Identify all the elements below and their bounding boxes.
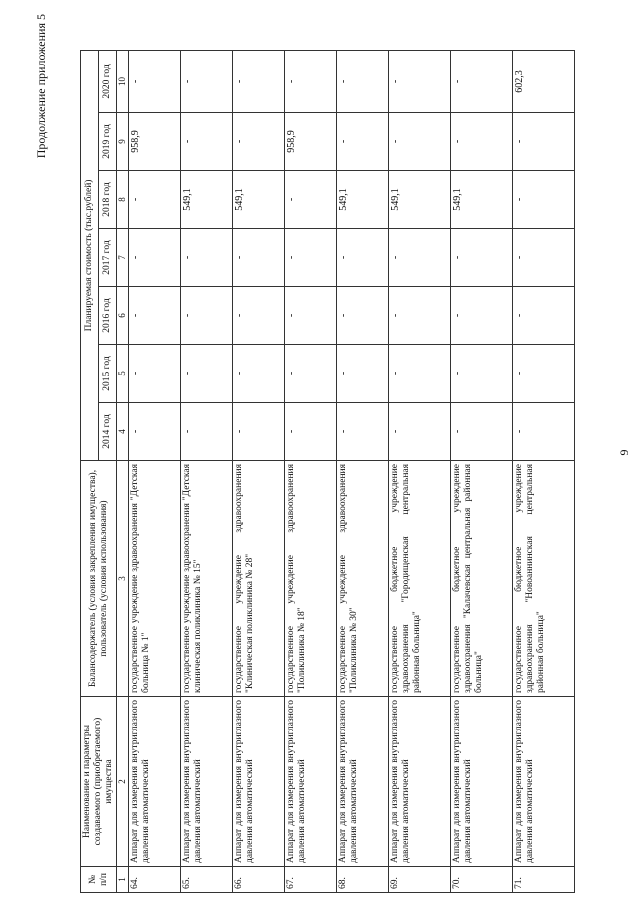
header-num: № п/п xyxy=(81,867,117,893)
header-year: 2017 год xyxy=(99,229,117,287)
column-number: 4 xyxy=(117,403,129,461)
cost-2017: - xyxy=(513,229,575,287)
balance-holder: государственное бюджетное учреждение здравоохранения "Городищенская центральная районная больница" xyxy=(389,461,451,697)
cost-2016: - xyxy=(389,287,451,345)
cost-2019: - xyxy=(451,113,513,171)
row-number: 66. xyxy=(233,867,285,893)
cost-2016: - xyxy=(181,287,233,345)
table-row xyxy=(181,50,233,892)
table-row xyxy=(451,50,513,892)
cost-2016: - xyxy=(233,287,285,345)
cost-2020: - xyxy=(337,50,389,112)
balance-holder: государственное учреждение здравоохранения "Поликлиника № 30" xyxy=(337,461,389,697)
cost-2016: - xyxy=(451,287,513,345)
item-name: Аппарат для измерения внутриглазного давления автоматический xyxy=(285,697,337,867)
cost-2016: - xyxy=(129,287,181,345)
item-name: Аппарат для измерения внутриглазного давления автоматический xyxy=(181,697,233,867)
item-name: Аппарат для измерения внутриглазного давления автоматический xyxy=(233,697,285,867)
cost-2017: - xyxy=(129,229,181,287)
cost-2015: - xyxy=(233,345,285,403)
cost-2020: - xyxy=(181,50,233,112)
item-name: Аппарат для измерения внутриглазного давления автоматический xyxy=(513,697,575,867)
row-number: 68. xyxy=(337,867,389,893)
page-number: 9 xyxy=(617,449,631,456)
cost-2015: - xyxy=(129,345,181,403)
property-table xyxy=(80,50,575,893)
cost-2016: - xyxy=(337,287,389,345)
cost-2014: - xyxy=(389,403,451,461)
cost-2014: - xyxy=(129,403,181,461)
row-number: 64. xyxy=(129,867,181,893)
cost-2014: - xyxy=(181,403,233,461)
cost-2020: - xyxy=(285,50,337,112)
header-name: Наименование и параметры создаваемого (приобретаемого) имущества xyxy=(81,697,117,867)
cost-2018: - xyxy=(513,171,575,229)
balance-holder: государственное бюджетное учреждение здравоохранения "Калачевская центральная районная больница" xyxy=(451,461,513,697)
header-year: 2014 год xyxy=(99,403,117,461)
cost-2015: - xyxy=(337,345,389,403)
cost-2019: 958,9 xyxy=(129,113,181,171)
cost-2019: - xyxy=(389,113,451,171)
table-row xyxy=(389,50,451,892)
cost-2018: 549,1 xyxy=(233,171,285,229)
column-number: 6 xyxy=(117,287,129,345)
header-cost: Планируемая стоимость (тыс.рублей) xyxy=(81,50,99,460)
row-number: 69. xyxy=(389,867,451,893)
cost-2020: 602,3 xyxy=(513,50,575,112)
cost-2018: - xyxy=(285,171,337,229)
column-number: 10 xyxy=(117,50,129,112)
cost-2018: - xyxy=(129,171,181,229)
item-name: Аппарат для измерения внутриглазного давления автоматический xyxy=(389,697,451,867)
balance-holder: государственное учреждение здравоохранения "Поликлиника № 18" xyxy=(285,461,337,697)
balance-holder: государственное учреждение здравоохранения "Детская клиническая поликлиника № 15" xyxy=(181,461,233,697)
cost-2017: - xyxy=(285,229,337,287)
row-number: 71. xyxy=(513,867,575,893)
cost-2019: - xyxy=(233,113,285,171)
cost-2019: 958,9 xyxy=(285,113,337,171)
cost-2018: 549,1 xyxy=(337,171,389,229)
item-name: Аппарат для измерения внутриглазного давления автоматический xyxy=(337,697,389,867)
cost-2017: - xyxy=(337,229,389,287)
table-row xyxy=(129,50,181,892)
row-number: 65. xyxy=(181,867,233,893)
table-row xyxy=(285,50,337,892)
cost-2017: - xyxy=(181,229,233,287)
column-number: 8 xyxy=(117,171,129,229)
column-number: 5 xyxy=(117,345,129,403)
cost-2020: - xyxy=(129,50,181,112)
item-name: Аппарат для измерения внутриглазного давления автоматический xyxy=(451,697,513,867)
balance-holder: государственное бюджетное учреждение здравоохранения "Новоаннинская центральная районная больница" xyxy=(513,461,575,697)
cost-2019: - xyxy=(513,113,575,171)
table-row xyxy=(233,50,285,892)
cost-2016: - xyxy=(285,287,337,345)
balance-holder: государственное учреждение здравоохранения "Клиническая поликлиника № 28" xyxy=(233,461,285,697)
item-name: Аппарат для измерения внутриглазного давления автоматический xyxy=(129,697,181,867)
cost-2018: 549,1 xyxy=(451,171,513,229)
column-number: 7 xyxy=(117,229,129,287)
header-year: 2020 год xyxy=(99,50,117,112)
cost-2020: - xyxy=(389,50,451,112)
cost-2018: 549,1 xyxy=(181,171,233,229)
column-number: 1 xyxy=(117,867,129,893)
cost-2015: - xyxy=(181,345,233,403)
row-number: 70. xyxy=(451,867,513,893)
cost-2014: - xyxy=(513,403,575,461)
cost-2017: - xyxy=(233,229,285,287)
header-year: 2019 год xyxy=(99,113,117,171)
balance-holder: государственное учреждение здравоохранения "Детская больница № 1" xyxy=(129,461,181,697)
header-holder: Балансодержатель (условия закрепления имущества), пользователь (условия использования) xyxy=(81,461,117,697)
column-number: 9 xyxy=(117,113,129,171)
cost-2017: - xyxy=(389,229,451,287)
continuation-caption: Продолжение приложения 5 xyxy=(34,14,48,159)
table-row xyxy=(513,50,575,892)
header-year: 2016 год xyxy=(99,287,117,345)
cost-2015: - xyxy=(451,345,513,403)
table-row xyxy=(337,50,389,892)
row-number: 67. xyxy=(285,867,337,893)
column-number: 2 xyxy=(117,697,129,867)
header-year: 2018 год xyxy=(99,171,117,229)
cost-2019: - xyxy=(337,113,389,171)
cost-2014: - xyxy=(285,403,337,461)
cost-2015: - xyxy=(389,345,451,403)
cost-2019: - xyxy=(181,113,233,171)
cost-2017: - xyxy=(451,229,513,287)
cost-2014: - xyxy=(337,403,389,461)
cost-2014: - xyxy=(451,403,513,461)
cost-2016: - xyxy=(513,287,575,345)
cost-2014: - xyxy=(233,403,285,461)
cost-2015: - xyxy=(285,345,337,403)
cost-2020: - xyxy=(233,50,285,112)
column-number: 3 xyxy=(117,461,129,697)
header-year: 2015 год xyxy=(99,345,117,403)
cost-2020: - xyxy=(451,50,513,112)
cost-2018: 549,1 xyxy=(389,171,451,229)
cost-2015: - xyxy=(513,345,575,403)
